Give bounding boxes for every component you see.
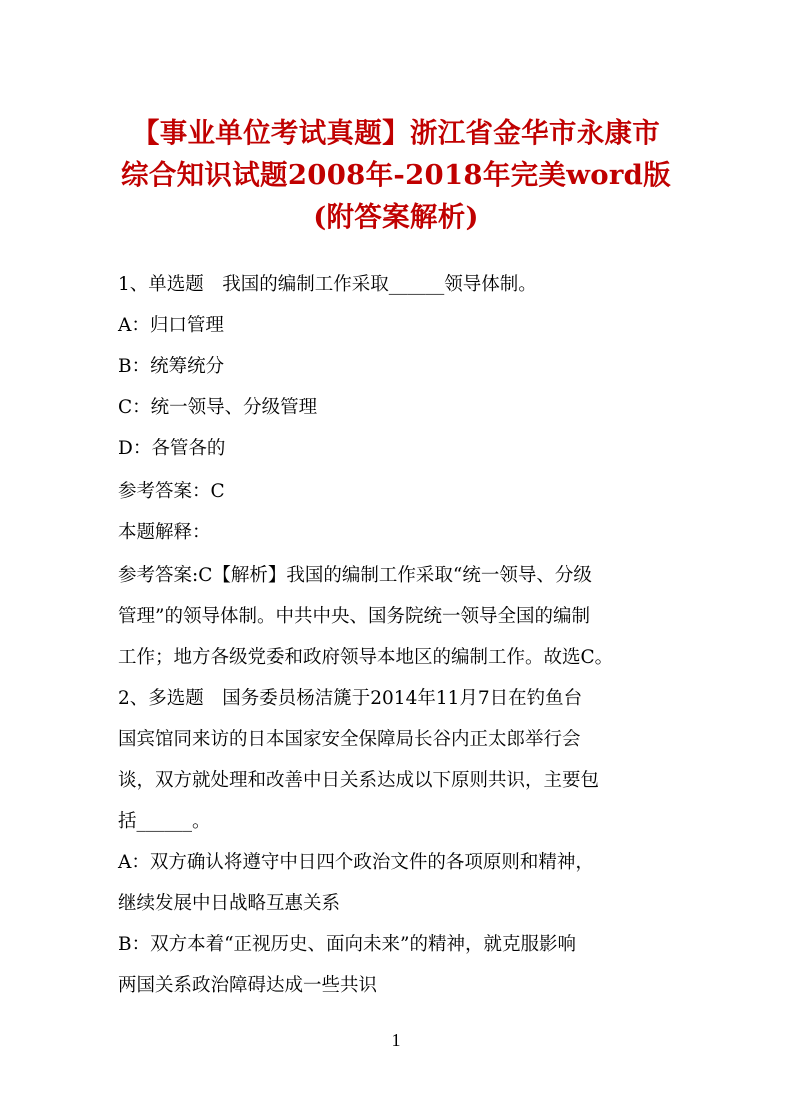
- question-1-option-a: A：归口管理: [118, 315, 224, 336]
- document-title: [100, 112, 692, 238]
- stem-line: 括______。: [118, 811, 211, 832]
- title-line: 综合知识试题2008年-2018年完美word版: [121, 159, 671, 191]
- explanation-line: 参考答案:C【解析】我国的编制工作采取“统一领导、分级: [118, 565, 592, 586]
- question-1-option-d: D：各管各的: [118, 438, 226, 459]
- question-1-explanation-label: 本题解释：: [118, 522, 211, 543]
- page-number: 1: [391, 1030, 401, 1050]
- option-line: 两国关系政治障碍达成一些共识: [118, 975, 378, 996]
- stem-line: 2、多选题 国务委员杨洁篪于2014年11月7日在钓鱼台: [118, 688, 583, 709]
- explanation-line: 管理”的领导体制。中共中央、国务院统一领导全国的编制: [118, 606, 590, 627]
- title-line: (附答案解析): [313, 201, 479, 233]
- stem-line: 国宾馆同来访的日本国家安全保障局长谷内正太郎举行会: [118, 729, 581, 750]
- question-1-option-b: B：统筹统分: [118, 356, 225, 377]
- option-line: 继续发展中日战略互惠关系: [118, 893, 341, 914]
- stem-line: 谈，双方就处理和改善中日关系达成以下原则共识，主要包: [118, 770, 600, 791]
- question-1-explanation: [118, 555, 674, 678]
- option-line: B：双方本着“正视历史、面向未来”的精神，就克服影响: [118, 934, 577, 955]
- title-line: 【事业单位考试真题】浙江省金华市永康市: [131, 117, 661, 149]
- question-2-option-b: [118, 924, 674, 1006]
- question-2-option-a: [118, 842, 674, 924]
- question-1-stem: 1、单选题 我国的编制工作采取______领导体制。: [118, 274, 537, 295]
- question-2-stem: [118, 678, 674, 842]
- question-1-option-c: C：统一领导、分级管理: [118, 397, 318, 418]
- explanation-line: 工作；地方各级党委和政府领导本地区的编制工作。故选C。: [118, 647, 614, 668]
- question-1-answer: 参考答案：C: [118, 481, 225, 502]
- option-line: A：双方确认将遵守中日四个政治文件的各项原则和精神，: [118, 852, 594, 873]
